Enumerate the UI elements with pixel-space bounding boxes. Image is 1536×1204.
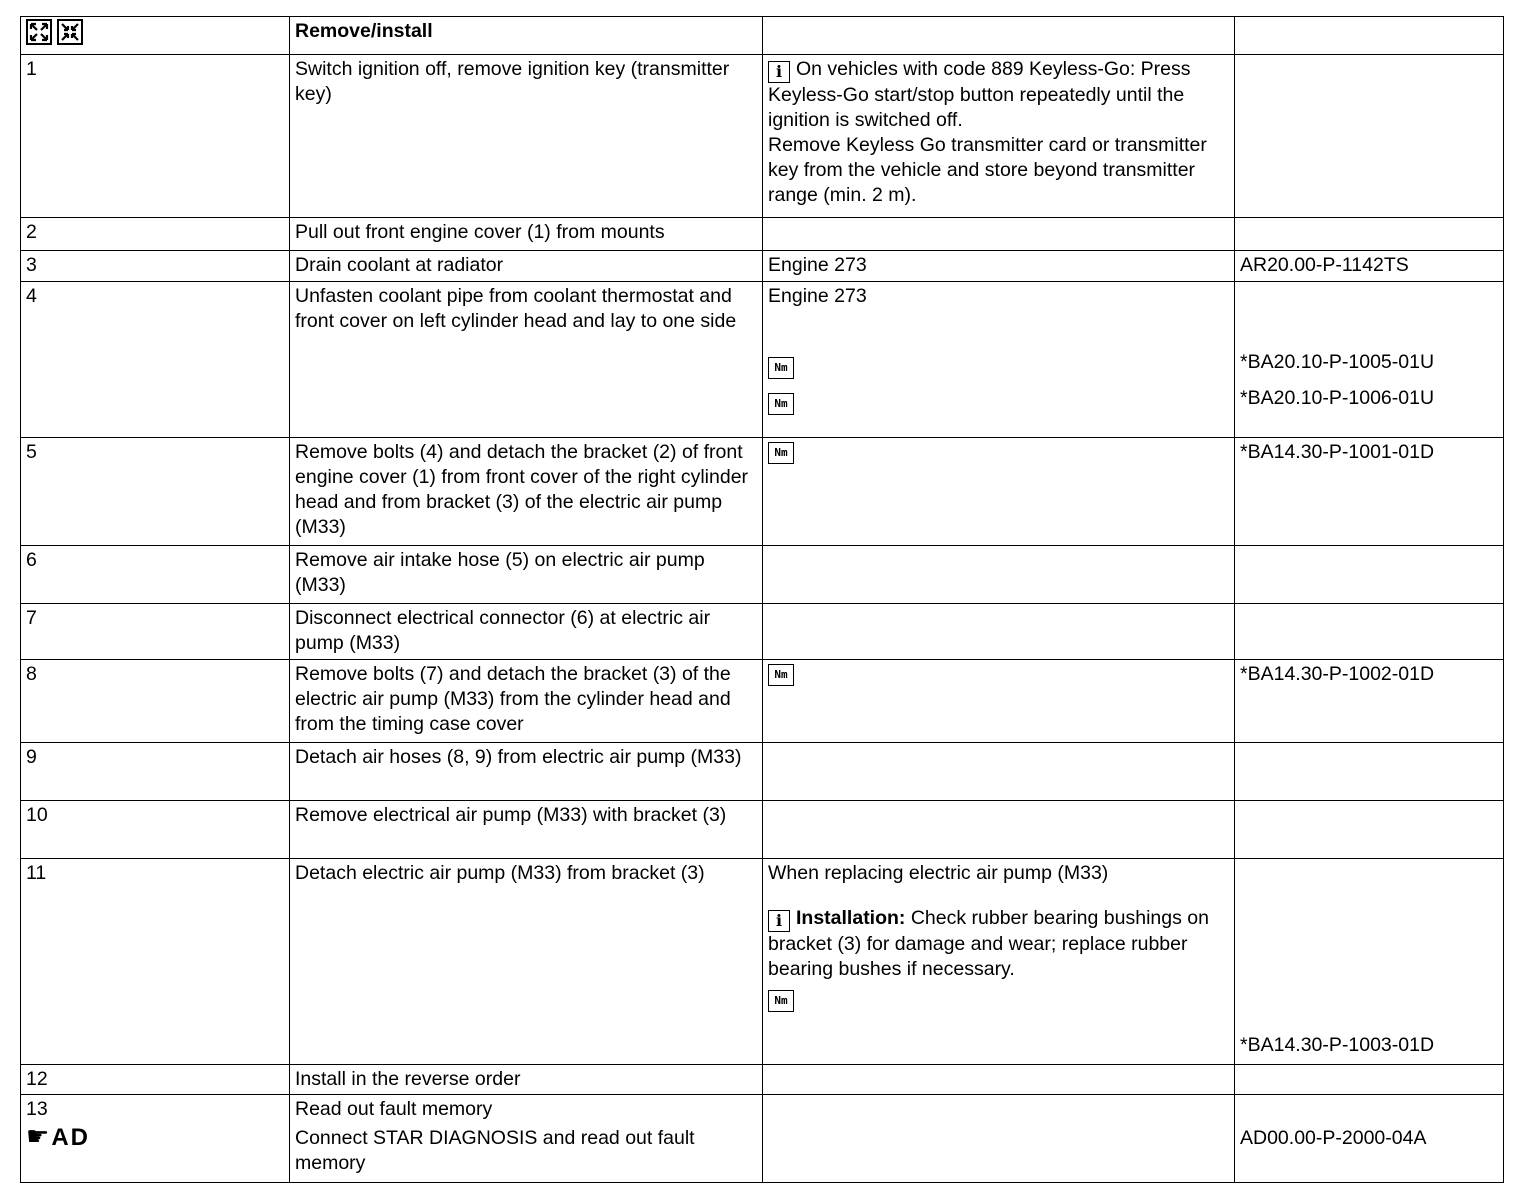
table-row bbox=[21, 1095, 1504, 1183]
step-reference bbox=[1235, 1095, 1504, 1183]
step-number: 8 bbox=[21, 660, 290, 743]
step-reference bbox=[1235, 743, 1504, 801]
torque-icon: Nm bbox=[768, 990, 794, 1012]
note-text: Engine 273 bbox=[768, 285, 867, 307]
step-reference[interactable]: *BA14.30-P-1001-01D bbox=[1235, 438, 1504, 546]
step-note bbox=[763, 604, 1235, 660]
step-action: Unfasten coolant pipe from coolant thermostat and front cover on left cylinder head and lay to one side bbox=[290, 282, 763, 438]
step-action-line: Connect STAR DIAGNOSIS and read out fault memory bbox=[295, 1127, 695, 1174]
step-note bbox=[763, 218, 1235, 251]
table-row bbox=[21, 604, 1504, 660]
step-number: 10 bbox=[21, 801, 290, 859]
info-icon: i bbox=[768, 61, 790, 83]
table-row bbox=[21, 438, 1504, 546]
header-icons-cell bbox=[21, 17, 290, 55]
step-action: Remove bolts (4) and detach the bracket (2) of front engine cover (1) from front cover of the right cylinder head and from bracket (3) of the electric air pump (M33) bbox=[290, 438, 763, 546]
diagnosis-badge: AD bbox=[51, 1124, 90, 1151]
header-title: Remove/install bbox=[290, 17, 763, 55]
step-reference bbox=[1235, 55, 1504, 218]
step-reference bbox=[1235, 859, 1504, 1065]
table-row bbox=[21, 55, 1504, 218]
step-number: 11 bbox=[21, 859, 290, 1065]
table-row bbox=[21, 251, 1504, 282]
step-number: 9 bbox=[21, 743, 290, 801]
step-action: Detach air hoses (8, 9) from electric air pump (M33) bbox=[290, 743, 763, 801]
step-note bbox=[763, 282, 1235, 438]
table-row bbox=[21, 546, 1504, 604]
expand-icon[interactable] bbox=[26, 28, 57, 50]
note-text: When replacing electric air pump (M33) bbox=[768, 862, 1109, 884]
step-note bbox=[763, 546, 1235, 604]
reference-link[interactable]: *BA20.10-P-1005-01U bbox=[1240, 351, 1435, 373]
step-note bbox=[763, 801, 1235, 859]
table-header-row bbox=[21, 17, 1504, 55]
step-number: 5 bbox=[21, 438, 290, 546]
table-row bbox=[21, 660, 1504, 743]
step-note bbox=[763, 1065, 1235, 1095]
note-text: On vehicles with code 889 Keyless-Go: Press Keyless-Go start/stop button repeatedly until the ignition is switched off. bbox=[768, 58, 1191, 131]
step-note bbox=[763, 743, 1235, 801]
step-note bbox=[763, 438, 1235, 546]
step-number: 7 bbox=[21, 604, 290, 660]
table-row bbox=[21, 801, 1504, 859]
table-row bbox=[21, 218, 1504, 251]
step-reference bbox=[1235, 1065, 1504, 1095]
table-row bbox=[21, 282, 1504, 438]
table-row bbox=[21, 859, 1504, 1065]
step-reference bbox=[1235, 282, 1504, 438]
step-number: 1 bbox=[21, 55, 290, 218]
table-row bbox=[21, 1065, 1504, 1095]
step-note bbox=[763, 859, 1235, 1065]
step-reference bbox=[1235, 546, 1504, 604]
step-number: 2 bbox=[21, 218, 290, 251]
step-reference bbox=[1235, 218, 1504, 251]
step-number: 13 bbox=[26, 1098, 48, 1120]
step-note bbox=[763, 1095, 1235, 1183]
table-row bbox=[21, 743, 1504, 801]
step-note: Engine 273 bbox=[763, 251, 1235, 282]
step-number: 6 bbox=[21, 546, 290, 604]
step-note bbox=[763, 660, 1235, 743]
header-empty-cell bbox=[763, 17, 1235, 55]
header-empty-cell bbox=[1235, 17, 1504, 55]
torque-icon: Nm bbox=[768, 393, 794, 415]
torque-icon: Nm bbox=[768, 442, 794, 464]
pointing-hand-icon: ☛ bbox=[26, 1121, 50, 1151]
note-text: Check rubber bearing bushings on bracket (3) for damage and wear; replace rubber bearing bushes if necessary. bbox=[768, 907, 1209, 980]
step-number: 4 bbox=[21, 282, 290, 438]
step-action: Remove bolts (7) and detach the bracket (3) of the electric air pump (M33) from the cylinder head and from the timing case cover bbox=[290, 660, 763, 743]
step-number: 3 bbox=[21, 251, 290, 282]
torque-icon: Nm bbox=[768, 357, 794, 379]
step-note bbox=[763, 55, 1235, 218]
procedure-table bbox=[20, 16, 1504, 1183]
installation-label: Installation: bbox=[796, 907, 906, 929]
note-text: Remove Keyless Go transmitter card or transmitter key from the vehicle and store beyond transmitter range (min. 2 m). bbox=[768, 134, 1207, 206]
torque-icon: Nm bbox=[768, 664, 794, 686]
step-reference[interactable]: AR20.00-P-1142TS bbox=[1235, 251, 1504, 282]
collapse-icon[interactable] bbox=[57, 28, 83, 50]
step-reference bbox=[1235, 604, 1504, 660]
step-number: 12 bbox=[21, 1065, 290, 1095]
reference-link[interactable]: AD00.00-P-2000-04A bbox=[1240, 1127, 1427, 1149]
step-action: Pull out front engine cover (1) from mounts bbox=[290, 218, 763, 251]
step-action: Remove air intake hose (5) on electric air pump (M33) bbox=[290, 546, 763, 604]
step-action: Remove electrical air pump (M33) with bracket (3) bbox=[290, 801, 763, 859]
step-action-line: Read out fault memory bbox=[295, 1098, 493, 1120]
step-reference[interactable]: *BA14.30-P-1002-01D bbox=[1235, 660, 1504, 743]
step-number-cell bbox=[21, 1095, 290, 1183]
reference-link[interactable]: *BA14.30-P-1003-01D bbox=[1240, 1034, 1435, 1056]
step-action bbox=[290, 1095, 763, 1183]
step-action: Switch ignition off, remove ignition key (transmitter key) bbox=[290, 55, 763, 218]
step-action: Drain coolant at radiator bbox=[290, 251, 763, 282]
step-action: Disconnect electrical connector (6) at electric air pump (M33) bbox=[290, 604, 763, 660]
info-icon: i bbox=[768, 910, 790, 932]
step-reference bbox=[1235, 801, 1504, 859]
reference-link[interactable]: *BA20.10-P-1006-01U bbox=[1240, 387, 1435, 409]
step-action: Install in the reverse order bbox=[290, 1065, 763, 1095]
step-action: Detach electric air pump (M33) from bracket (3) bbox=[290, 859, 763, 1065]
